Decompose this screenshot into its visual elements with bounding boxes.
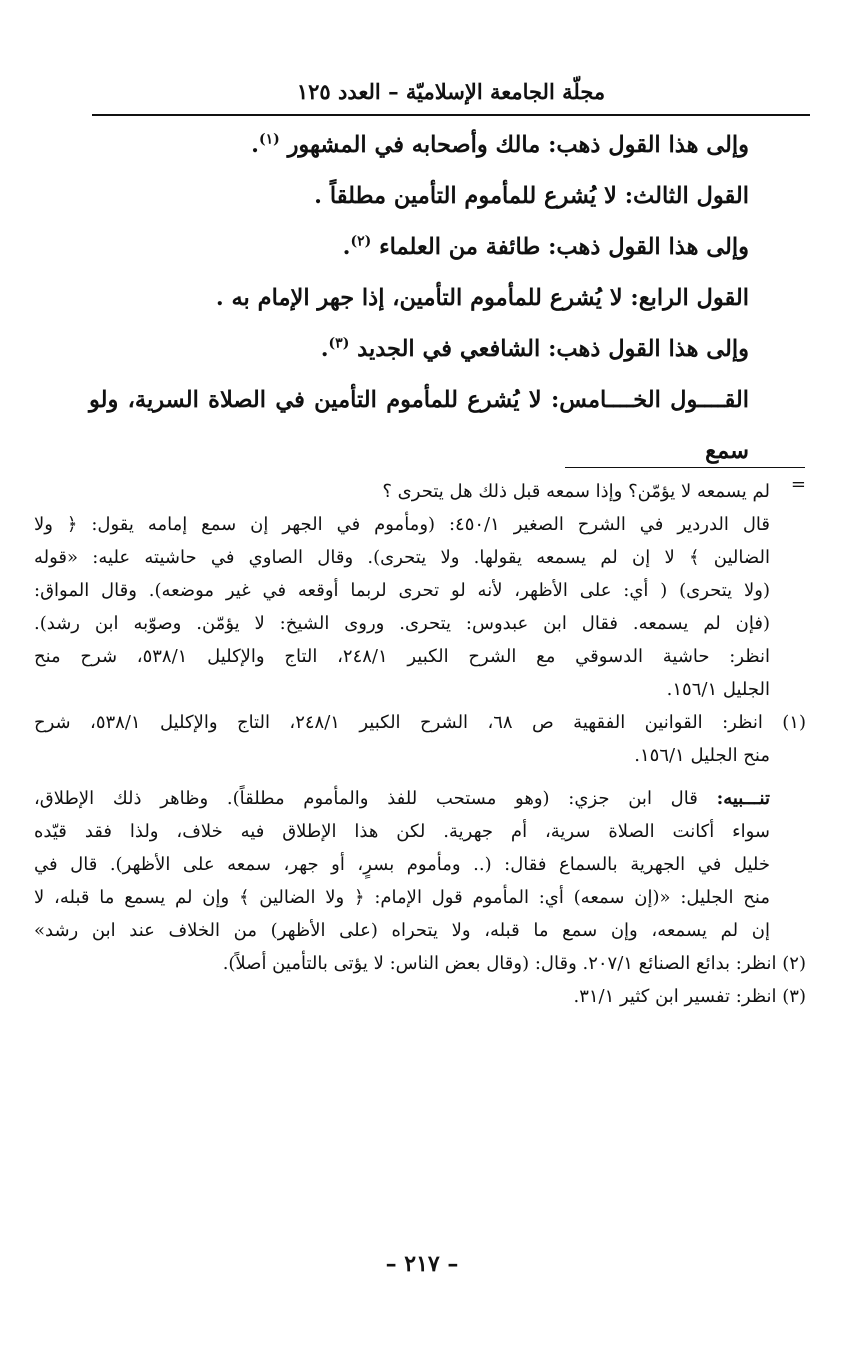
footnote-line: انظر: حاشية الدسوقي مع الشرح الكبير ٢٤٨/١، التاج والإكليل ٥٣٨/١، شرح منح <box>34 646 771 667</box>
footnote-ref: (٣) <box>328 335 350 352</box>
tanbih-label: تنـــبيه: <box>716 788 770 809</box>
footnote-ref: (١) <box>258 131 280 148</box>
body-line <box>89 120 749 171</box>
footnote-separator <box>565 467 805 468</box>
body-line-end: . <box>251 132 259 158</box>
body-line <box>89 222 749 273</box>
body-line-text: القول الثالث: لا يُشرع للمأموم التأمين مطلقاً . <box>314 183 749 209</box>
footnote-line: خليل في الجهرية بالسماع فقال: (.. ومأموم بسرٍ، أو جهر، سمعه على الأظهر). قال في <box>34 854 770 875</box>
tanbih-text: قال ابن جزي: (وهو مستحب للفذ والمأموم مطلقاً). وظاهر ذلك الإطلاق، <box>34 788 698 809</box>
tanbih-note <box>34 782 806 947</box>
body-line-text: وإلى هذا القول ذهب: طائفة من العلماء <box>379 234 749 260</box>
footnote-line: سواء أكانت الصلاة سرية، أم جهرية. لكن هذا الإطلاق فيه خلاف، ولذا فقد قيّده <box>34 821 770 842</box>
body-line <box>89 171 749 222</box>
footnote-gap <box>34 772 806 782</box>
body-line-text: القــــول الخــــامس: لا يُشرع للمأموم التأمين في الصلاة السرية، ولو سمع <box>89 387 749 464</box>
body-line-text: وإلى هذا القول ذهب: مالك وأصحابه في المشهور <box>287 132 749 158</box>
footnote-line: الضالين ﴾ لا إن لم يسمعه يقولها. ولا يتحرى). وقال الصاوي في حاشيته عليه: «قوله <box>34 547 770 568</box>
body-line-end: . <box>342 234 351 260</box>
footnote-line: (ولا يتحرى) ( أي: على الأظهر، لأنه لو تحرى لربما أوقعه في غير موضعه). وقال المواق: <box>34 580 770 601</box>
footnote-line: إن لم يسمعه، وإن سمع ما قبله، ولا يتحراه (على الأظهر) من الخلاف عند ابن رشد» <box>34 920 770 941</box>
footnote-line: لم يسمعه لا يؤمّن؟ وإذا سمعه قبل ذلك هل يتحرى ؟ <box>382 481 770 502</box>
body-line-text: وإلى هذا القول ذهب: الشافعي في الجديد <box>357 336 749 362</box>
running-title: مجلّة الجامعة الإسلاميّة – العدد ١٢٥ <box>296 79 606 104</box>
footnote-2: (٢) انظر: بدائع الصنائع ٢٠٧/١. وقال: (وقال بعض الناس: لا يؤتى بالتأمين أصلاً). <box>222 953 806 974</box>
footnote-line <box>34 782 770 815</box>
footnote-1 <box>34 706 806 772</box>
footnote-line: قال الدردير في الشرح الصغير ٤٥٠/١: (ومأموم في الجهر إن سمع إمامه يقول: ﴿ ولا <box>34 514 770 535</box>
body-line <box>89 273 749 324</box>
footnote-line: منح الجليل ١٥٦/١. <box>634 745 770 766</box>
footnote-line: الجليل ١٥٦/١. <box>666 679 770 700</box>
footnote-continuation <box>34 475 806 706</box>
page-number: – ٢١٧ – <box>385 1251 459 1277</box>
main-text <box>89 120 749 464</box>
footnote-ref: (٢) <box>350 233 372 250</box>
body-line-text: القول الرابع: لا يُشرع للمأموم التأمين، إذا جهر الإمام به . <box>215 285 749 311</box>
footnote-line: منح الجليل: «(إن سمعه) أي: المأموم قول الإمام: ﴿ ولا الضالين ﴾ وإن لم يسمع ما قبله، لا <box>34 887 770 908</box>
continuation-marker: = <box>790 474 806 495</box>
footnotes <box>34 475 806 1013</box>
footnote-line: (١) انظر: القوانين الفقهية ص ٦٨، الشرح الكبير ٢٤٨/١، التاج والإكليل ٥٣٨/١، شرح <box>34 712 806 733</box>
body-line-end: . <box>320 336 329 362</box>
footnote-line: (فإن لم يسمعه. فقال ابن عبدوس: يتحرى. وروى الشيخ: لا يؤمّن. وصوّبه ابن رشد). <box>34 613 770 634</box>
body-line <box>89 375 749 464</box>
body-line <box>89 324 749 375</box>
header-rule <box>92 114 810 116</box>
footnote-3: (٣) انظر: تفسير ابن كثير ٣١/١. <box>573 986 806 1007</box>
